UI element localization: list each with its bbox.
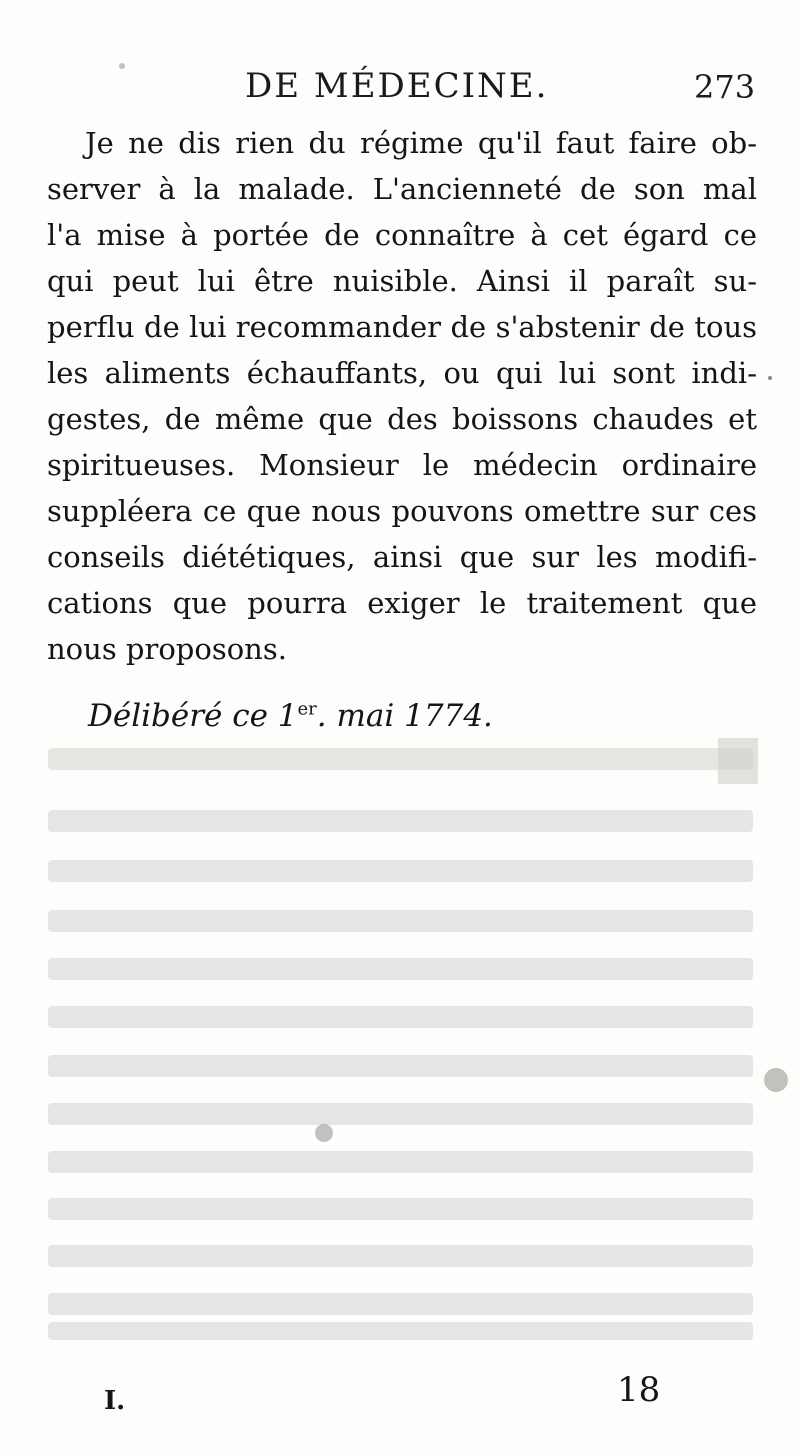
text-line: gestes, de même que des boissons chaudes et [47,402,757,436]
text-line: perflu de lui recommander de s'abstenir de tous [47,310,757,344]
dateline [88,698,493,734]
dateline-prefix: Délibéré ce 1 [88,698,298,734]
page-header [0,58,800,118]
ink-speck [768,376,772,380]
bleed-line [48,1198,753,1220]
signature-mark: I. [104,1386,126,1416]
text-line: Je ne dis rien du régime qu'il faut faire ob- [85,126,757,160]
text-line: spiritueuses. Monsieur le médecin ordinaire [47,448,757,482]
bleed-line [48,810,753,832]
text-line: l'a mise à portée de connaître à cet égard ce [47,218,757,252]
bleed-line [48,1006,753,1028]
bleed-dropcap [718,738,758,784]
bleed-line [48,1293,753,1315]
dateline-suffix: . mai 1774. [316,698,493,734]
running-title: DE MÉDECINE. [245,66,549,106]
bleed-line [48,958,753,980]
bleed-line [48,1322,753,1340]
body-paragraph [47,120,757,672]
text-line: server à la malade. L'ancienneté de son mal [47,172,757,206]
text-line: suppléera ce que nous pouvons omettre sur ces [47,494,757,528]
text-line: nous proposons. [47,632,287,666]
text-line: qui peut lui être nuisible. Ainsi il paraît su- [47,264,757,298]
ink-spot [764,1068,788,1092]
page-footer [0,1370,800,1430]
bleed-line [48,1103,753,1125]
bleed-line [48,748,753,770]
ink-spot [315,1124,333,1142]
bleed-line [48,860,753,882]
text-line: les aliments échauffants, ou qui lui sont indi- [47,356,757,390]
text-line: cations que pourra exiger le traitement que [47,586,757,620]
bleed-line [48,1055,753,1077]
page-number: 273 [694,68,756,106]
dateline-ordinal: er [297,698,317,720]
bleed-line [48,1245,753,1267]
bleed-line [48,1151,753,1173]
text-line: conseils diététiques, ainsi que sur les modifi- [47,540,757,574]
bleed-line [48,910,753,932]
sheet-number: 18 [617,1370,661,1410]
